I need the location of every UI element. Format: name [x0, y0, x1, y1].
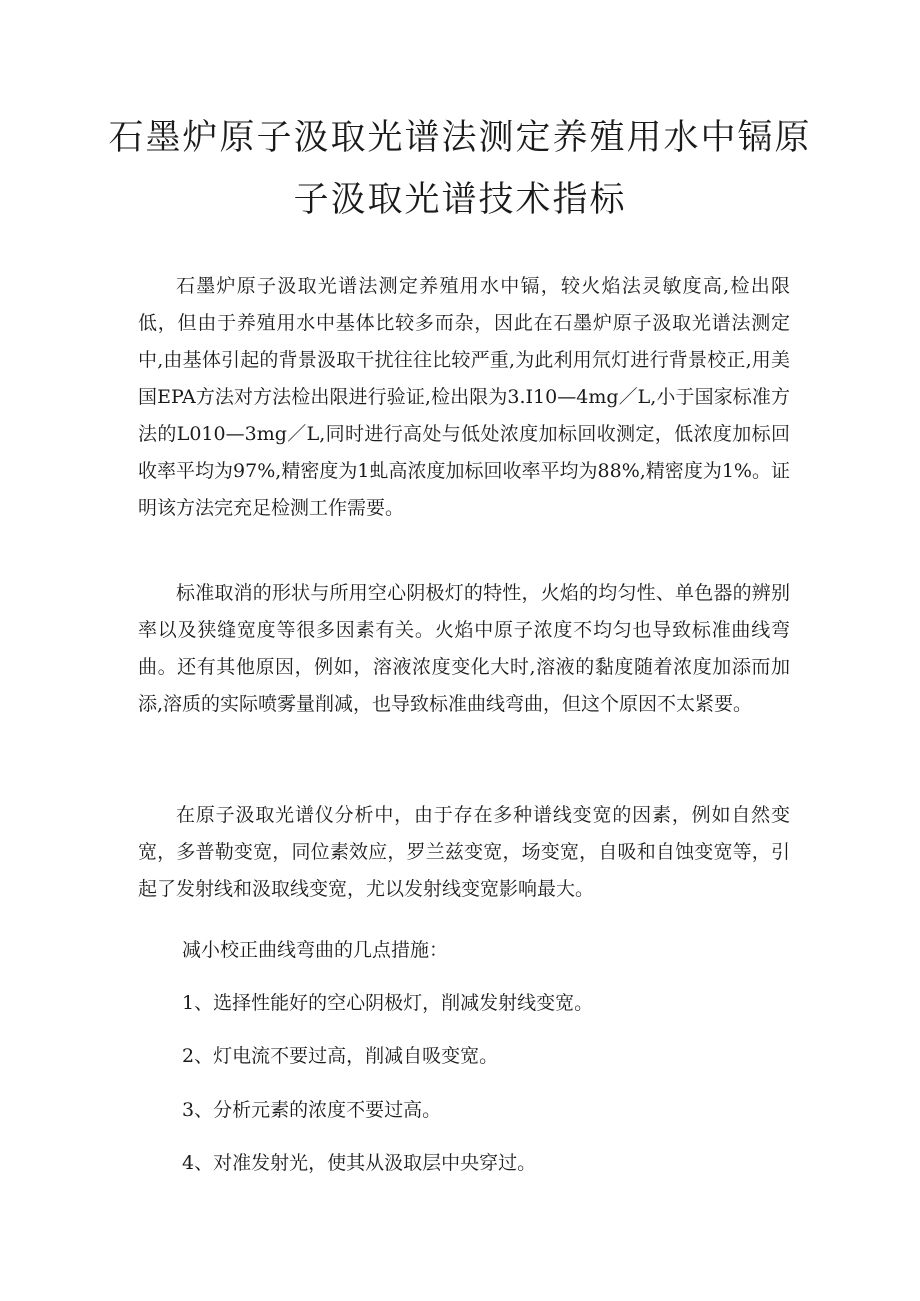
measure-item-2: 2、灯电流不要过高，削减自吸变宽。: [182, 1045, 499, 1067]
measure-item-3: 3、分析元素的浓度不要过高。: [182, 1099, 442, 1121]
measures-intro: 减小校正曲线弯曲的几点措施：: [182, 939, 449, 961]
paragraph-line-broadening: 在原子汲取光谱仪分析中，由于存在多种谱线变宽的因素，例如自然变宽，多普勒变宽，同位素效应，罗兰兹变宽，场变宽，自吸和自蚀变宽等，引起了发射线和汲取线变宽，尤以发射线变宽影响最大。: [138, 804, 790, 900]
measure-item-1: 1、选择性能好的空心阴极灯，削减发射线变宽。: [182, 992, 594, 1014]
paragraph-method-summary: 石墨炉原子汲取光谱法测定养殖用水中镉，较火焰法灵敏度高,检出限低，但由于养殖用水中基体比较多而杂，因此在石墨炉原子汲取光谱法测定中,由基体引起的背景汲取干扰往往比较严重,为此利用氘灯进行背景校正,用美国EPA方法对方法检出限进行验证,检出限为3.I10—4mg／L,小于国家标准方法的L010—3mg／L,同时进行高处与低处浓度加标回收测定，低浓度加标回收率平均为97%,精密度为1虬高浓度加标回收率平均为88%,精密度为1%。证明该方法完充足检测工作需要。: [138, 275, 790, 519]
document-title-line-1: 石墨炉原子汲取光谱法测定养殖用水中镉原: [108, 118, 812, 158]
measure-item-4: 4、对准发射光，使其从汲取层中央穿过。: [182, 1152, 537, 1174]
paragraph-calibration-curve-factors: 标准取消的形状与所用空心阴极灯的特性，火焰的均匀性、单色器的辨别率以及狭缝宽度等很多因素有关。火焰中原子浓度不均匀也导致标准曲线弯曲。还有其他原因，例如，溶液浓度变化大时,溶液的黏度随着浓度加添而加添,溶质的实际喷雾量削减，也导致标准曲线弯曲，但这个原因不太紧要。: [138, 582, 790, 715]
document-title-line-2: 子汲取光谱技术指标: [293, 180, 627, 220]
